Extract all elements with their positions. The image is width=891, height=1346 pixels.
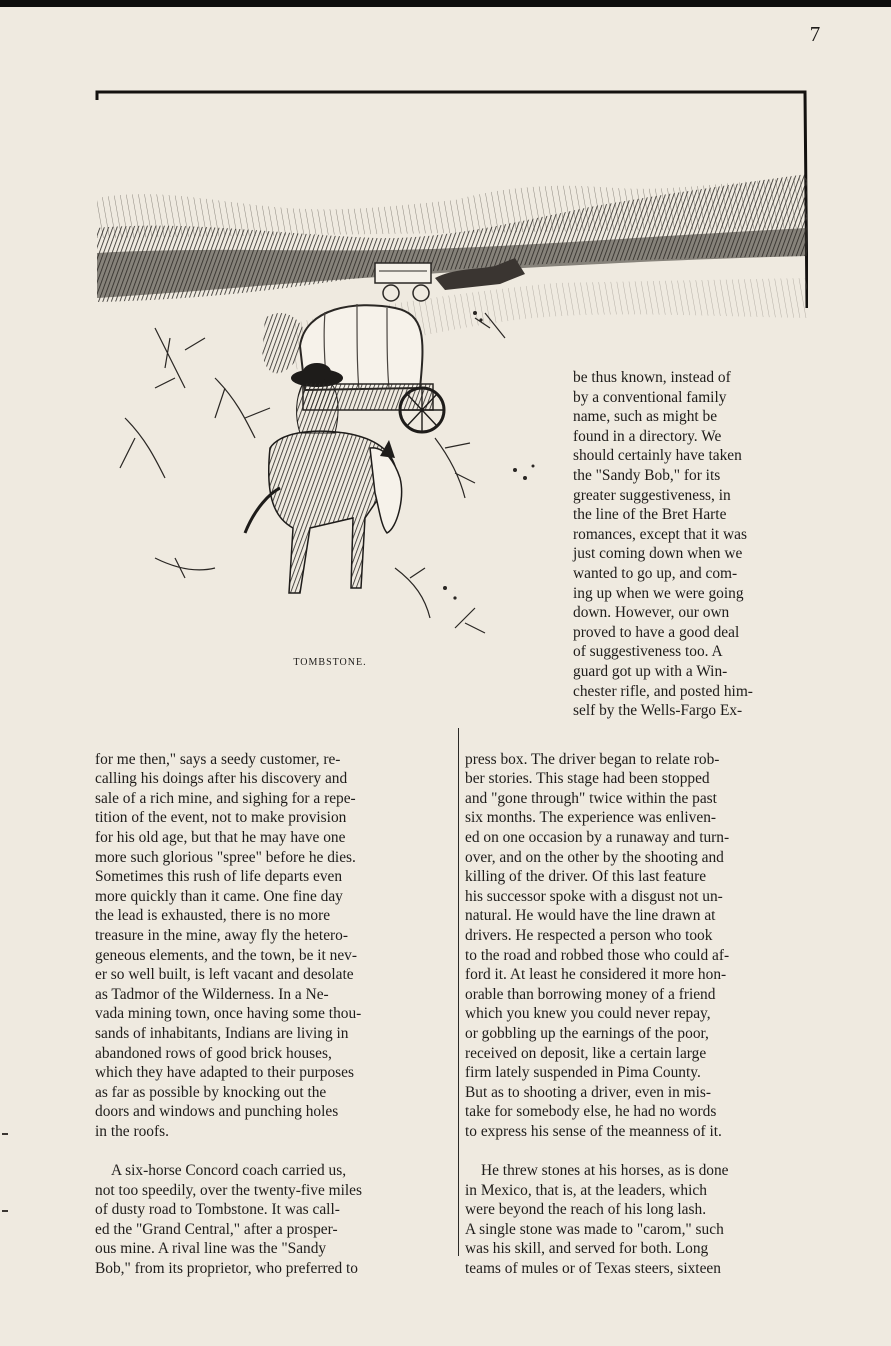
column-right xyxy=(465,730,825,1298)
paragraph: for me then," says a seedy customer, re- calling his doings after his discovery and sale of a rich mine, and sighing for a repe- tition of the event, not to make provision for his old age, but that he may have one more such glorious "spree" before he dies. Sometimes this rush of life departs even more quickly than it came. One fine day the lead is exhausted, there is no more treasure in the mine, away fly the hetero- geneous elements, and the town, be it nev- er so well built, is left vacant and desolate as Tadmor of the Wilderness. In a Ne- vada mining town, once having some thou- sands of inhabitants, Indians are living in abandoned rows of good brick houses, which they have adapted to their purposes as far as possible by knocking out the doors and windows and punching holes in the roofs. xyxy=(95,750,362,1140)
page-number: 7 xyxy=(809,22,821,46)
text-right-top: be thus known, instead of by a conventional family name, such as might be found in a directory. We should certainly have taken the "Sandy Bob," for its greater suggestiveness, in the line of the Bret Harte romances, except that it was just coming down when we wanted to go up, and com- ing up when we were going down. However, our own proved to have a good deal of suggestiveness too. A guard got up with a Win- chester rifle, and posted him- self by the Wells-Fargo Ex- xyxy=(573,369,753,720)
margin-mark xyxy=(2,1133,8,1135)
column-left xyxy=(95,730,453,1298)
column-rule xyxy=(458,728,459,1256)
margin-mark xyxy=(2,1210,8,1212)
paragraph: A six-horse Concord coach carried us, not too speedily, over the twenty-five miles of dusty road to Tombstone. It was call- ed the "Grand Central," after a prosper- ous mine. A rival line was the "Sandy Bob," from its proprietor, who preferred to xyxy=(95,1162,362,1278)
paragraph: press box. The driver began to relate rob- ber stories. This stage had been stopped and "gone through" twice within the past six months. The experience was enliven- ed on one occasion by a runaway and turn- over, and on the other by the shooting and killing of the driver. Of this last feature his successor spoke with a disgust not un- natural. He would have the line drawn at drivers. He respected a person who took to the road and robbed those who could af- ford it. At least he considered it more hon- orable than borrowing money of a friend which you knew you could never repay, or gobbling up the earnings of the poor, received on deposit, like a certain large firm lately suspended in Pima County. But as to shooting a driver, even in mis- take for somebody else, he had no words to express his sense of the meanness of it. xyxy=(465,750,730,1140)
paragraph: He threw stones at his horses, as is done in Mexico, that is, at the leaders, which were beyond the reach of his long lash. A single stone was made to "carom," such was his skill, and served for both. Long teams of mules or of Texas steers, sixteen xyxy=(465,1162,729,1278)
scan-edge xyxy=(0,0,891,7)
figure-caption: TOMBSTONE. xyxy=(293,657,367,668)
